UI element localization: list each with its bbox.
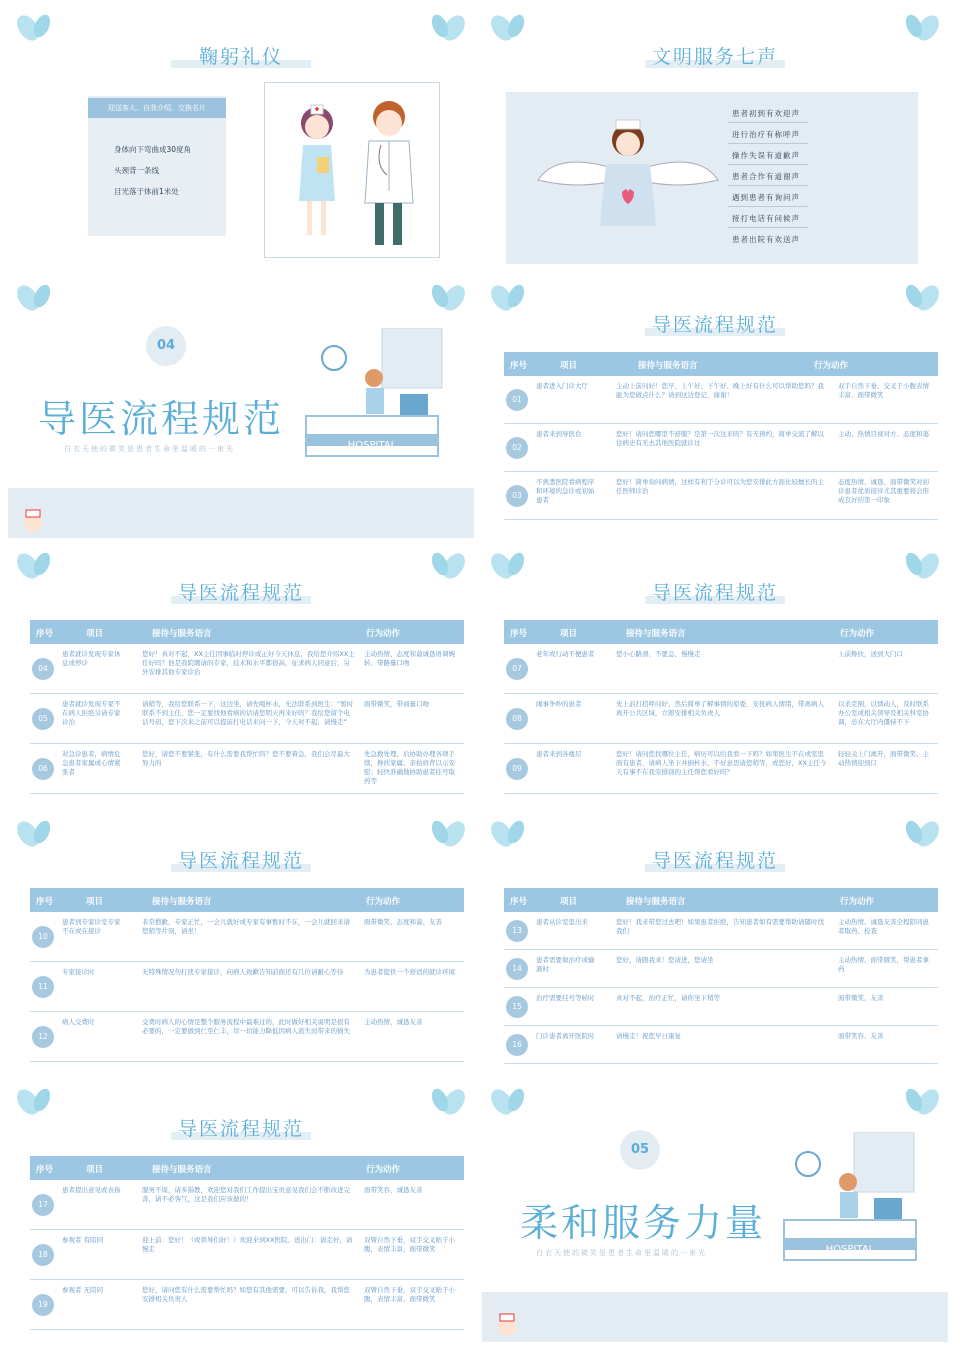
row-number-badge: 15	[506, 996, 528, 1018]
row-item: 病人交费时	[62, 1018, 95, 1026]
row-service-language: 真对不起，治疗正忙，请你坐下稍等	[616, 994, 720, 1002]
row-service-language: 您好，请跟我来！您请进，您请坐	[616, 956, 714, 964]
row-service-language: 您好！简单询问病情，这样有利于分诊可以为您安排此方面比较擅长的主任医师诊治	[616, 478, 824, 495]
table-row	[30, 694, 464, 744]
row-number-badge: 14	[506, 958, 528, 980]
row-action: 双臂自然下垂，双手交叉贴于小腹，表情丰富，面带微笑	[364, 1286, 455, 1303]
hospital-reception-illustration	[304, 328, 444, 488]
slide-title: 导医流程规范	[651, 850, 778, 872]
row-service-language: 请慢走！祝您早日康复	[616, 1032, 681, 1040]
slide-title: 鞠躬礼仪	[198, 46, 283, 68]
divider	[728, 164, 808, 165]
table-row	[30, 962, 464, 1012]
row-action: 主动热情、面带微笑，帮患者拿药	[838, 956, 929, 973]
row-number-badge: 13	[506, 920, 528, 942]
table-header	[504, 888, 938, 912]
voice-item: 患者初到有欢迎声	[732, 109, 800, 118]
col-act: 行为动作	[840, 629, 875, 639]
row-number-badge: 19	[32, 1294, 54, 1316]
col-item: 项目	[560, 629, 578, 639]
col-lang: 接待与服务语言	[626, 897, 686, 907]
cover-subtitle: 白衣天使的微笑是患者生命里温暖的一束光	[536, 1249, 707, 1257]
col-num: 序号	[510, 629, 528, 639]
row-number-badge: 03	[506, 485, 528, 507]
row-action: 上前搀扶，送到大门口	[838, 650, 903, 658]
slide-title: 导医流程规范	[177, 582, 304, 604]
col-lang: 接待与服务语言	[152, 1165, 212, 1175]
row-action: 主动热情、诚恳友善全程陪同患者取药、检查	[838, 918, 929, 935]
col-lang: 接待与服务语言	[152, 897, 212, 907]
table-row	[504, 988, 938, 1026]
row-number-badge: 09	[506, 758, 528, 780]
voice-item: 接打电话有问候声	[732, 214, 800, 223]
row-number-badge: 16	[506, 1034, 528, 1056]
table-row	[504, 644, 938, 694]
col-item: 项目	[86, 629, 104, 639]
row-number-badge: 08	[506, 708, 528, 730]
slide-table-6	[8, 1080, 474, 1342]
cover-title: 柔和服务力量	[520, 1201, 767, 1245]
row-service-language: 您好，请您不要紧张，有什么需要我帮忙吗？您不要着急，我们会尽最大努力的	[142, 750, 350, 767]
slide-etiquette	[8, 6, 474, 268]
row-action: 双手自然下垂、交叉于小腹表情丰富、面带微笑	[838, 382, 929, 399]
col-num: 序号	[36, 1165, 54, 1175]
row-action: 面带笑容、诚恳友善	[364, 1186, 423, 1194]
table-row	[30, 644, 464, 694]
row-item: 参观者 有陪同	[62, 1236, 104, 1244]
divider	[728, 185, 808, 186]
table-row	[30, 744, 464, 794]
row-service-language: 您小心路滑、不要急、慢慢走	[616, 650, 701, 658]
hospital-sign: HOSPITAL	[825, 1244, 875, 1255]
row-service-language: 您好！我来带您过去吧！如果患者拒绝，告知患者如有需要帮助请随时找我们	[616, 918, 824, 935]
col-lang: 接待与服务语言	[638, 361, 698, 371]
table-row	[504, 472, 938, 520]
table-header	[504, 352, 938, 376]
etiquette-line: 头颈背一条线	[114, 166, 159, 175]
col-act: 行为动作	[814, 361, 849, 371]
row-item: 患者到专家诊室专家不在或在接诊	[62, 918, 121, 935]
row-number-badge: 18	[32, 1244, 54, 1266]
row-action: 双臂自然下垂，双手交叉贴于小腹，表情丰富，面带微笑	[364, 1236, 455, 1253]
row-number-badge: 06	[32, 758, 54, 780]
col-item: 项目	[86, 897, 104, 907]
row-service-language: 迎上前：您好！（或领导们好！）欢迎来到XX医院。送出门：请走好，请慢走	[142, 1236, 353, 1253]
slide-cover-05	[482, 1080, 948, 1342]
col-item: 项目	[560, 897, 578, 907]
row-number-badge: 10	[32, 926, 54, 948]
row-item: 闹事争吵的患者	[536, 700, 582, 708]
row-item: 患者来到导医台	[536, 430, 582, 438]
slide-table-3	[482, 544, 948, 806]
row-item: 患者就诊发现专家不在病人拒绝另请专家诊治	[62, 700, 121, 726]
col-act: 行为动作	[366, 1165, 401, 1175]
nurse-avatar-icon	[494, 1312, 520, 1338]
row-item: 对急诊患者，病情危急患者家属或心情紧张者	[62, 750, 121, 776]
hospital-sign: HOSPITAL	[347, 440, 397, 451]
nurse-avatar-icon	[20, 508, 46, 534]
slide-title: 导医流程规范	[177, 1118, 304, 1140]
row-service-language: 您好！请问您哪里不舒服？是第一次这来吗？有无预约，简单交流了解以往病史有无去其他医院就诊过	[616, 430, 824, 447]
table-row	[504, 744, 938, 794]
row-item: 门诊患者离开医院时	[536, 1032, 595, 1040]
row-action: 主动热情、态度和蔼诚恳语调婉转、带路量口吻	[364, 650, 455, 667]
table-row	[30, 912, 464, 962]
row-service-language: 您好！请问您找哪位主任，病历可以给我看一下吗？如果医生不在或室里面有患者，请病人坐下并倒杯水，不好意思请您稍等，或您好，XX主任今天有事不在我安排别的主任帮您看好吗？	[616, 750, 827, 776]
table-header	[30, 888, 464, 912]
voice-item: 遇到患者有询问声	[732, 193, 800, 202]
leaf-decoration-icon	[488, 1086, 532, 1130]
col-act: 行为动作	[366, 629, 401, 639]
row-action: 轻轻关上门离开，面带微笑、主动热情迎到口	[838, 750, 929, 767]
voices-panel	[506, 92, 918, 264]
divider	[728, 206, 808, 207]
col-item: 项目	[86, 1165, 104, 1175]
slide-table-4	[8, 812, 474, 1074]
row-number-badge: 04	[32, 658, 54, 680]
row-action: 态度热情、诚恳、面带微笑对初诊患者优质接待尤其重要将会形成良好的第一印象	[838, 478, 929, 504]
table-row	[504, 694, 938, 744]
hospital-reception-illustration	[782, 1132, 922, 1292]
divider	[728, 143, 808, 144]
row-action: 先急救处理，后协助办理各项手续，搀扶家属、亲拍肩背以示安慰；轻快准确地协助患者挂号取药等	[364, 750, 455, 785]
col-num: 序号	[36, 897, 54, 907]
row-number-badge: 01	[506, 389, 528, 411]
voice-item: 患者出院有欢送声	[732, 235, 800, 244]
table-row	[30, 1012, 464, 1062]
col-num: 序号	[510, 897, 528, 907]
row-item: 患者进入门诊大厅	[536, 382, 588, 390]
cover-subtitle: 白衣天使的微笑是患者生命里温暖的一束光	[64, 445, 235, 453]
etiquette-box-header: 迎送客人、自我介绍、交换名片	[88, 98, 226, 118]
row-service-language: 交费时病人的心情是整个服务流程中最难过的，此时做好相关说明是很有必要的，一定要做到仁至仁丰，尽一切能力降低因病人流失而带来的损失	[142, 1018, 350, 1035]
etiquette-line: 身体向下弯曲成30度角	[114, 145, 192, 154]
slide-title: 导医流程规范	[651, 314, 778, 336]
row-item: 患者来到各楼层	[536, 750, 582, 758]
row-action: 主动热情、诚恳友善	[364, 1018, 423, 1026]
slide-title: 文明服务七声	[651, 46, 778, 68]
row-service-language: 服务不周，请多指教，欢迎您对我们工作提出宝贵意见我们会不断改进完善，请不必客气，这是我们应该做的！	[142, 1186, 350, 1203]
table-row	[30, 1280, 464, 1330]
row-number-badge: 12	[32, 1026, 54, 1048]
table-row	[504, 424, 938, 472]
table-header	[504, 620, 938, 644]
row-number-badge: 02	[506, 437, 528, 459]
cover-title: 导医流程规范	[38, 397, 285, 441]
row-action: 面带微笑、态度和蔼、友善	[364, 918, 442, 926]
col-item: 项目	[560, 361, 578, 371]
row-item: 患者需要做治疗或输液时	[536, 956, 595, 973]
table-row	[30, 1180, 464, 1230]
col-num: 序号	[36, 629, 54, 639]
row-item: 患者从诊室里出来	[536, 918, 588, 926]
section-number: 05	[620, 1130, 660, 1170]
slide-title: 导医流程规范	[177, 850, 304, 872]
row-number-badge: 05	[32, 708, 54, 730]
row-service-language: 先上前打招呼问好，然后简单了解事情的原委，安抚病人情绪，带离病人离开公共区域，立即安排相关负责人	[616, 700, 824, 717]
leaf-decoration-icon	[424, 282, 468, 326]
section-number: 04	[146, 326, 186, 366]
row-item: 患者提出意见或表扬	[62, 1186, 121, 1194]
col-num: 序号	[510, 361, 528, 371]
table-header	[30, 620, 464, 644]
slide-cover-04	[8, 276, 474, 538]
row-item: 不熟悉医院看病程序和环境的急诊或初始患者	[536, 478, 595, 504]
row-service-language: 请稍等，我给您联系一下，这边坐，请先喝杯水，无法联系到医生：“暂时联系不到主任，您一定要找他看病的话请您明天再来好吗？我给您留个电话号码，您下次来之前可以提前打电话来问一下，今天对不起，请慢走”	[142, 700, 354, 726]
row-item: 患者就诊发现专家休息或停诊	[62, 650, 121, 667]
row-number-badge: 11	[32, 976, 54, 998]
etiquette-line: 目光落于体前1米处	[114, 187, 179, 196]
row-item: 专家接诊时	[62, 968, 95, 976]
floor-band	[482, 1292, 948, 1342]
voice-item: 进行治疗有称呼声	[732, 130, 800, 139]
slide-title: 导医流程规范	[651, 582, 778, 604]
row-number-badge: 07	[506, 658, 528, 680]
row-service-language: 主动上前问好！您早、上午好、下午好、晚上好有什么可以帮助您吗？我能为您做点什么？请到这边登记，谢谢！	[616, 382, 824, 399]
col-lang: 接待与服务语言	[626, 629, 686, 639]
slide-table-1	[482, 276, 948, 538]
row-item: 治疗需要挂号等候时	[536, 994, 595, 1002]
divider	[728, 122, 808, 123]
row-service-language: 无特殊情况勿打扰专家接诊，向病人致歉告知前面还有几位请耐心等待	[142, 968, 344, 976]
voice-item: 患者合作有道谢声	[732, 172, 800, 181]
row-action: 面带笑容、友善	[838, 1032, 884, 1040]
row-action: 主动、热情目视对方、态度和蔼	[838, 430, 929, 438]
voice-item: 操作失误有道歉声	[732, 151, 800, 160]
row-number-badge: 17	[32, 1194, 54, 1216]
row-service-language: 您好！真对不起，XX主任因事临时停诊或正好今天休息，我给您介绍XX主任好吗？他是我院聘请的专家，技术和水平都很高，征求病人同意后，另外安排其他专家诊治	[142, 650, 355, 676]
row-item: 老年或行动不便患者	[536, 650, 595, 658]
row-action: 面带微笑，带商量口吻	[364, 700, 429, 708]
table-row	[504, 950, 938, 988]
table-row	[504, 376, 938, 424]
row-item: 参观者 无陪同	[62, 1286, 104, 1294]
col-act: 行为动作	[840, 897, 875, 907]
slide-seven-voices	[482, 6, 948, 268]
row-service-language: 您好，请问您有什么需要帮忙吗？如您有其他需要，可以告诉我，我帮您安排相关负责人	[142, 1286, 350, 1303]
row-action: 为患者提供一个舒适的就诊环境	[364, 968, 455, 976]
table-row	[504, 1026, 938, 1064]
leaf-decoration-icon	[898, 1086, 942, 1130]
col-lang: 接待与服务语言	[152, 629, 212, 639]
nurse-doctor-illustration	[264, 82, 440, 258]
divider	[728, 227, 808, 228]
col-act: 行为动作	[366, 897, 401, 907]
table-row	[30, 1230, 464, 1280]
table-row	[504, 912, 938, 950]
row-action: 以柔克刚，以情动人，及时联系办公室或相关领导及相关科室协调，忌在大厅内僵持不下	[838, 700, 929, 726]
table-header	[30, 1156, 464, 1180]
slide-table-2	[8, 544, 474, 806]
angel-nurse-illustration	[528, 100, 728, 250]
leaf-decoration-icon	[14, 282, 58, 326]
slide-table-5	[482, 812, 948, 1074]
row-action: 面带微笑、友善	[838, 994, 884, 1002]
floor-band	[8, 488, 474, 538]
row-service-language: 非常抱歉，专家正忙，一会儿就好或专家有事暂时不在，一会儿就回来请您稍等片刻，请坐！	[142, 918, 350, 935]
